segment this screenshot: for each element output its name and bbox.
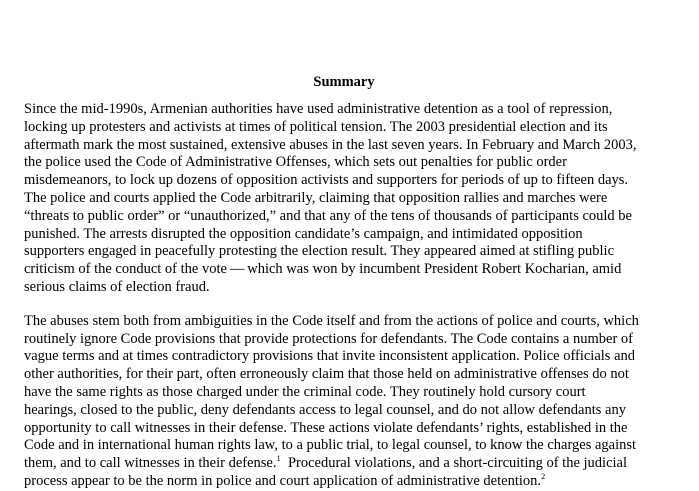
text-line: The abuses stem both from ambiguities in the Code itself and from the actions of police and courts, which [24,312,639,329]
text-line: serious claims of election fraud. [24,278,210,295]
text-line: The police and courts applied the Code arbitrarily, claiming that opposition rallies and marches were [24,189,608,206]
footnote-marker-1[interactable]: 1 [276,453,281,464]
text-line: criticism of the conduct of the vote — which was won by incumbent President Robert Kocharian, amid [24,261,622,278]
line-text: them, and to call witnesses in their defense. [24,455,277,472]
text-line [24,470,664,491]
line-text: Procedural violations, and a short-circuiting of the judicial [280,455,628,472]
text-line: punished. The arrests disrupted the opposition candidate’s campaign, and intimidated opposition [24,225,583,242]
text-line: have the same rights as those charged under the criminal code. They routinely hold cursory court [24,383,586,400]
text-line: locking up protesters and activists at times of political tension. The 2003 presidential election and its [24,118,608,135]
paragraph-2 [24,313,664,491]
footnote-marker-2[interactable]: 2 [541,470,546,481]
paragraph-1 [24,101,664,297]
line-text: process appear to be the norm in police and court application of administrative detention. [24,472,542,489]
text-line: misdemeanors, to lock up dozens of opposition activists and supporters for periods of up to fifteen days. [24,172,629,189]
section-heading: Summary [313,74,375,90]
text-line: hearings, closed to the public, deny defendants access to legal counsel, and do not allow defendants any [24,401,626,418]
text-line: aftermath mark the most sustained, extensive abuses in the last seven years. In February and March 2003, [24,136,637,153]
text-line: routinely ignore Code provisions that provide protections for defendants. The Code contains a number of [24,330,633,347]
text-line: Code and in international human rights law, to a public trial, to legal counsel, to know the charges against [24,437,637,454]
document-page [24,0,664,491]
text-line: “threats to public order” or “unauthorized,” and that any of the tens of thousands of participants could be [24,207,632,224]
text-line: other authorities, for their part, often erroneously claim that those held on administrative offenses do not [24,366,629,383]
text-line: supporters engaged in peacefully protesting the election result. They appeared aimed at stifling public [24,243,615,260]
text-line: vague terms and at times contradictory provisions that invite inconsistent application. Police officials and [24,348,636,365]
text-line: Since the mid-1990s, Armenian authorities have used administrative detention as a tool of repression, [24,101,613,117]
text-line [24,455,664,473]
text-line: opportunity to call witnesses in their defense. These actions violate defendants’ rights, established in the [24,419,628,436]
text-line: the police used the Code of Administrative Offenses, which sets out penalties for public order [24,154,567,171]
